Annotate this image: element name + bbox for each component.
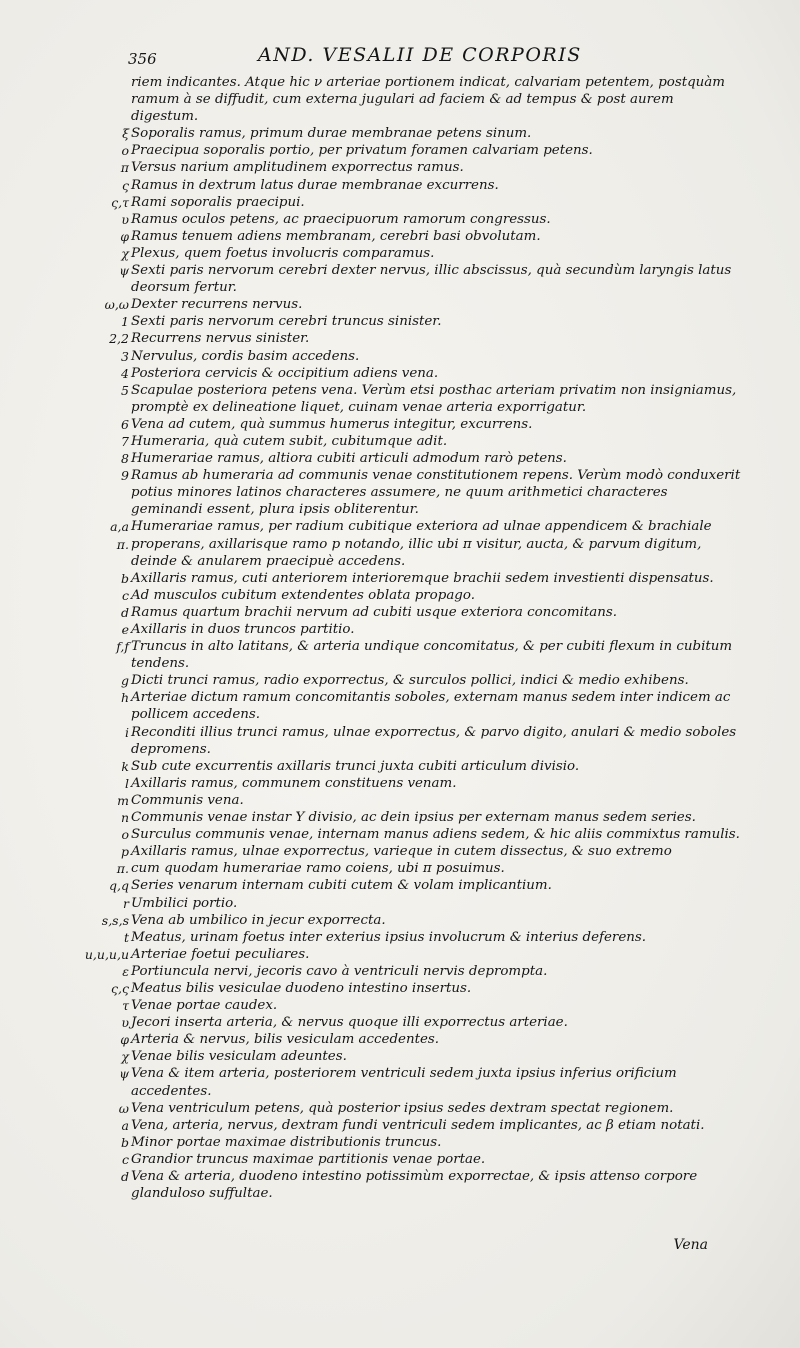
legend-entry [0, 177, 800, 194]
legend-key: υ [121, 1015, 129, 1031]
legend-description: Ad musculos cubitum extendentes oblata propago. [131, 587, 475, 603]
legend-entry [0, 792, 800, 809]
legend-key: 6 [121, 416, 129, 432]
legend-description: Arteria & nervus, bilis vesiculam accedentes. [131, 1032, 439, 1048]
legend-description: Ramus in dextrum latus durae membranae excurrens. [131, 177, 499, 193]
legend-entry [0, 621, 800, 638]
legend-key: a [121, 1117, 129, 1133]
legend-description: Meatus, urinam foetus inter exterius ipsius involucrum & interius deferens. [131, 929, 647, 945]
legend-entry [0, 159, 800, 176]
legend-key: b [120, 570, 129, 586]
legend-description: Humerariae ramus, per radium cubitique exteriora ad ulnae appendicem & brachiale [131, 519, 712, 535]
legend-key: ψ [119, 263, 129, 279]
legend-description: Dicti trunci ramus, radio exporrectus, & surculos pollici, indici & medio exhibens. [131, 673, 689, 689]
legend-entry [0, 262, 800, 296]
legend-entry [0, 963, 800, 980]
legend-key: d [120, 1169, 129, 1184]
legend-entry [0, 296, 800, 313]
page-header [128, 44, 748, 74]
legend-description: riem indicantes. Atque hic ν arteriae portionem indicat, calvariam petentem, postquàm ramum à se diffudit, cum externa jugulari ad faciem & ad tempus & post aurem digestum. [131, 75, 725, 125]
legend-description: Axillaris in duos truncos partitio. [131, 622, 355, 637]
legend-key: 5 [121, 382, 129, 398]
legend-description: Nervulus, cordis basim accedens. [131, 348, 360, 364]
legend-key: ω [118, 1100, 129, 1116]
legend-description: Humerariae ramus, altiora cubiti articuli admodum rarò petens. [131, 451, 567, 467]
legend-entry [0, 758, 800, 775]
legend-key: ε [122, 963, 129, 979]
legend-entry [0, 313, 800, 330]
legend-key: o [121, 827, 129, 843]
legend-description: Venae bilis vesiculam adeuntes. [131, 1049, 347, 1065]
legend-description: Sub cute excurrentis axillaris trunci juxta cubiti articulum divisio. [131, 758, 580, 774]
legend-key: d [120, 604, 129, 620]
legend-entry [0, 1031, 800, 1048]
legend-key: a,a [110, 519, 129, 535]
legend-entry [0, 1065, 800, 1099]
legend-key: c [121, 1151, 129, 1167]
legend-entry [0, 518, 800, 535]
legend-description: Plexus, quem foetus involucris comparamus. [131, 245, 435, 261]
legend-description: Surculus communis venae, internam manus adiens sedem, & hic aliis commixtus ramulis. [131, 827, 740, 843]
legend-entry [0, 433, 800, 450]
legend-entry [0, 348, 800, 365]
legend-description: Versus narium amplitudinem exporrectus ramus. [131, 160, 464, 176]
legend-description: Axillaris ramus, communem constituens venam. [131, 775, 457, 791]
legend-entry [0, 416, 800, 433]
legend-key: ω,ω [104, 297, 129, 313]
legend-key: p [120, 844, 129, 860]
running-head: AND. VESALII DE CORPORIS [258, 44, 582, 66]
legend-description: Arteriae dictum ramum concomitantis soboles, externam manus sedem inter indicem ac pollicem accedens. [131, 690, 731, 723]
legend-description: Venae portae caudex. [131, 998, 278, 1014]
legend-key: ς,τ [111, 194, 129, 210]
legend-entry [0, 843, 800, 860]
legend-key: 1 [121, 314, 129, 330]
legend-entry [0, 895, 800, 912]
legend-description: Series venarum internam cubiti cutem & volam implicantium. [131, 878, 552, 894]
legend-entry [0, 228, 800, 245]
legend-description: Praecipua soporalis portio, per privatum foramen calvariam petens. [131, 143, 593, 159]
legend-entry [0, 724, 800, 758]
legend-entry [0, 929, 800, 946]
legend-description: Humeraria, quà cutem subit, cubitumque adit. [131, 433, 448, 449]
legend-description: Meatus bilis vesiculae duodeno intestino insertus. [131, 980, 472, 996]
legend-entry [0, 809, 800, 826]
legend-key: q,q [109, 878, 129, 894]
legend-description: Ramus quartum brachii nervum ad cubiti usque exteriora concomitans. [131, 604, 617, 620]
legend-description: Sexti paris nervorum cerebri dexter nervus, illic abscissus, quà secundùm laryngis latus deorsum fertur. [131, 263, 732, 296]
legend-entry [0, 365, 800, 382]
legend-key: ς [121, 177, 129, 193]
legend-key: e [121, 622, 129, 637]
legend-text [0, 74, 800, 1202]
legend-entry [0, 467, 800, 518]
legend-entry [0, 74, 800, 125]
legend-entry [0, 536, 800, 570]
legend-entry [0, 211, 800, 228]
legend-entry [0, 194, 800, 211]
legend-description: Communis venae instar Y divisio, ac dein ipsius per externam manus sedem series. [131, 810, 696, 826]
legend-key: c [121, 587, 129, 603]
legend-entry [0, 330, 800, 347]
legend-description: Vena & arteria, duodeno intestino potissimùm exporrectae, & ipsis attenso corpore glanduloso suffultae. [131, 1169, 698, 1202]
legend-entry [0, 1117, 800, 1134]
legend-key: s,s,s [101, 912, 129, 928]
legend-entry [0, 638, 800, 672]
legend-key: χ [121, 1049, 129, 1065]
legend-description: Recurrens nervus sinister. [131, 331, 310, 347]
legend-description: Ramus tenuem adiens membranam, cerebri basi obvolutam. [131, 228, 541, 244]
legend-entry [0, 587, 800, 604]
legend-key: ψ [119, 1066, 129, 1082]
legend-description: Ramus oculos petens, ac praecipuorum ramorum congressus. [131, 211, 551, 227]
legend-entry [0, 142, 800, 159]
legend-description: Vena ad cutem, quà summus humerus integitur, excurrens. [131, 416, 533, 432]
legend-entry [0, 1048, 800, 1065]
legend-description: Truncus in alto latitans, & arteria undique concomitatus, & per cubiti flexum in cubitum tendens. [131, 639, 733, 672]
legend-key: n [120, 810, 129, 826]
legend-description: Ramus ab humeraria ad communis venae constitutionem repens. Verùm modò conduxerit potius minores latinos characteres assumere, ne quum arithmetici characteres geminandi essent, plura ipsis obliterentur. [131, 468, 741, 518]
legend-key: π. [116, 861, 129, 877]
legend-key: h [120, 690, 129, 706]
legend-entry [0, 826, 800, 843]
catchword: Vena [673, 1237, 708, 1253]
legend-key: φ [120, 1032, 129, 1048]
legend-key: χ [121, 245, 129, 261]
legend-description: Portiuncula nervi, jecoris cavo à ventriculi nervis deprompta. [131, 963, 548, 979]
legend-key: ς,ς [111, 980, 129, 996]
legend-entry [0, 1134, 800, 1151]
legend-description: Scapulae posteriora petens vena. Verùm etsi posthac arteriam privatim non insigniamus, promptè ex delineatione liquet, cuinam venae arteria exporrigatur. [131, 382, 737, 415]
legend-description: cum quodam humerariae ramo coiens, ubi π posuimus. [131, 861, 505, 877]
legend-key: φ [120, 228, 129, 244]
legend-key: π. [116, 536, 129, 552]
legend-entry [0, 775, 800, 792]
legend-key: 4 [121, 365, 129, 381]
legend-description: Umbilici portio. [131, 895, 238, 911]
legend-description: Sexti paris nervorum cerebri truncus sinister. [131, 314, 442, 330]
legend-entry [0, 860, 800, 877]
legend-description: Jecori inserta arteria, & nervus quoque illi exporrectus arteriae. [131, 1015, 568, 1031]
legend-description: Axillaris ramus, cuti anteriorem interioremque brachii sedem investienti dispensatus. [131, 570, 714, 586]
legend-description: Axillaris ramus, ulnae exporrectus, varieque in cutem dissectus, & suo extremo [131, 844, 672, 860]
legend-entry [0, 997, 800, 1014]
legend-entry [0, 877, 800, 894]
legend-entry [0, 912, 800, 929]
legend-description: properans, axillarisque ramo p notando, illic ubi π visitur, aucta, & parvum digitum, deinde & anularem praecipuè accedens. [131, 536, 702, 569]
legend-description: Dexter recurrens nervus. [131, 297, 303, 313]
legend-key: π [120, 160, 129, 176]
legend-key: 2,2 [109, 331, 129, 347]
legend-entry [0, 1151, 800, 1168]
legend-entry [0, 245, 800, 262]
legend-key: 3 [121, 348, 129, 364]
page-number: 356 [128, 50, 157, 68]
legend-key: r [123, 895, 129, 911]
legend-entry [0, 689, 800, 723]
legend-key: 9 [121, 468, 129, 484]
legend-description: Reconditi illius trunci ramus, ulnae exporrectus, & parvo digito, anulari & medio soboles depromens. [131, 724, 737, 757]
legend-entry [0, 980, 800, 997]
legend-entry [0, 570, 800, 587]
legend-description: Vena ab umbilico in jecur exporrecta. [131, 912, 386, 928]
legend-key: 8 [121, 451, 129, 467]
legend-key: t [123, 929, 129, 945]
legend-key: f,f [116, 639, 129, 655]
legend-description: Vena & item arteria, posteriorem ventriculi sedem juxta ipsius inferius orificium accedentes. [131, 1066, 677, 1099]
legend-entry [0, 125, 800, 142]
legend-entry [0, 672, 800, 689]
legend-entry [0, 450, 800, 467]
legend-key: u,u,u,u [84, 946, 129, 962]
legend-key: ο [121, 143, 129, 159]
legend-description: Vena ventriculum petens, quà posterior ipsius sedes dextram spectat regionem. [131, 1100, 674, 1116]
legend-key: k [121, 758, 129, 774]
legend-entry [0, 1100, 800, 1117]
legend-key: ξ [122, 126, 129, 142]
legend-entry [0, 1014, 800, 1031]
legend-entry [0, 382, 800, 416]
legend-key: m [117, 792, 129, 808]
legend-description: Vena, arteria, nervus, dextram fundi ventriculi sedem implicantes, ac β etiam notati. [131, 1117, 705, 1133]
legend-description: Rami soporalis praecipui. [131, 194, 305, 210]
legend-entry [0, 1168, 800, 1202]
legend-key: g [120, 673, 129, 689]
legend-description: Grandior truncus maximae partitionis venae portae. [131, 1151, 486, 1167]
legend-key: l [125, 775, 129, 791]
legend-entry [0, 946, 800, 963]
legend-description: Soporalis ramus, primum durae membranae petens sinum. [131, 126, 532, 142]
legend-description: Arteriae foetui peculiares. [131, 946, 310, 962]
legend-key: τ [122, 998, 129, 1014]
legend-key: υ [121, 211, 129, 227]
legend-entry [0, 604, 800, 621]
legend-key: 7 [121, 433, 129, 449]
legend-key: i [125, 724, 129, 740]
legend-description: Posteriora cervicis & occipitium adiens vena. [131, 365, 439, 381]
legend-description: Communis vena. [131, 792, 244, 808]
legend-key: b [120, 1134, 129, 1150]
legend-description: Minor portae maximae distributionis truncus. [131, 1134, 442, 1150]
